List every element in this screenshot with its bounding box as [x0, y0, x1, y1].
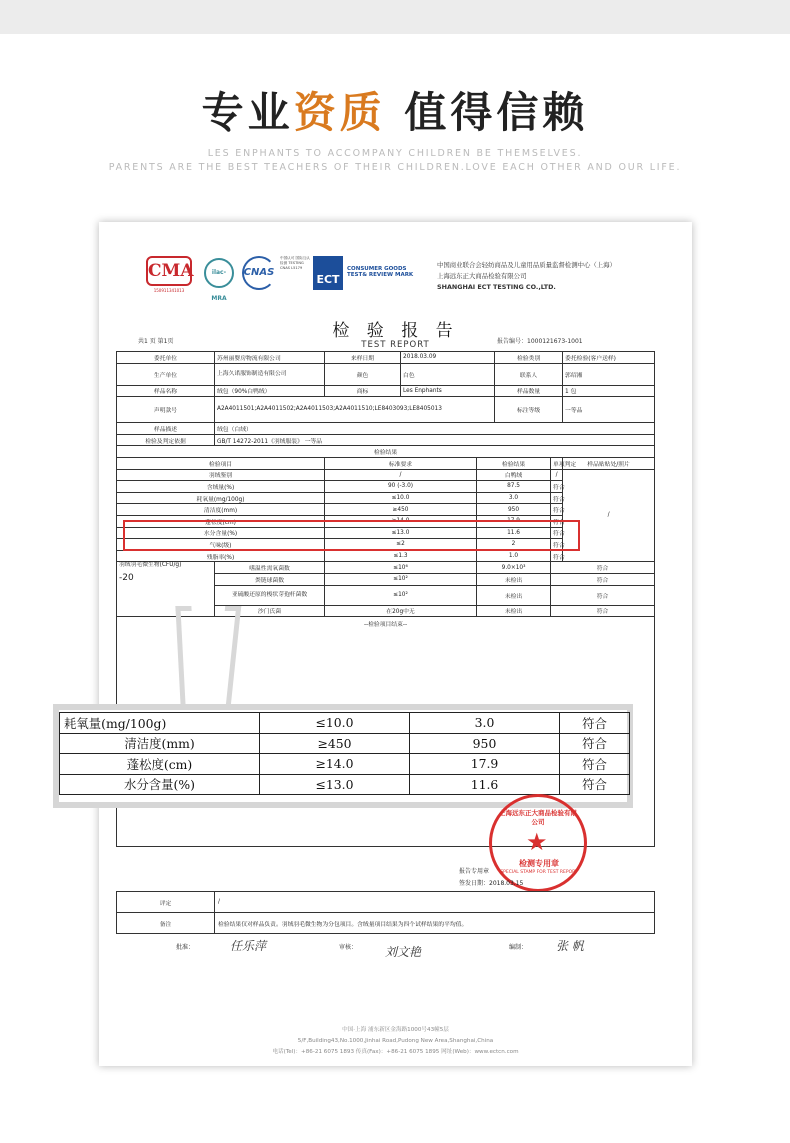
table-row: 评定 / [117, 892, 655, 913]
institution-name: 中国商业联合会轻纺商品及儿童用品质量监督检测中心（上海） 上海远东正大商品检验有限公司 SHANGHAI ECT TESTING CO.,LTD. [437, 261, 616, 291]
address-footer: 中国·上海 浦东新区金海路1000号43幢5层 5/F,Building43,No.1000,Jinhai Road,Pudong New Area,Shanghai,China 电话(Tel)：+86-21 6075 1893 传真(Fax)：+86-21 6075 1895 网址(Web)：www.ectcn.com [272, 1027, 519, 1055]
seal-english-text: SPECIAL STAMP FOR TEST REPORT [500, 870, 578, 875]
report-title: 检 验 报 告 [332, 321, 459, 341]
photo-cell: / [563, 469, 655, 562]
tagline-line1: LES ENPHANTS TO ACCOMPANY CHILDREN BE THEMSELVES. [207, 148, 583, 159]
highlight-box [123, 520, 580, 551]
table-row: 声明款号 A2A4011501;A2A4011502;A2A4011503;A2A4011510;LE8403093;LE8405013 标注等级 一等品 [117, 397, 655, 423]
top-bar [0, 0, 790, 34]
table-row: 检验结果 [117, 446, 655, 458]
approve-label: 批准： [176, 944, 195, 951]
table-row: 备注 检验结果仅对样品负责。羽绒羽毛微生物为分包项目。含绒量项目结果为四个试样结果的平均值。 [117, 913, 655, 934]
table-row: 耗氧量(mg/100g) ≤10.0 3.0 符合 [117, 492, 655, 504]
ilac-logo-icon: ilac-MRA [204, 258, 234, 288]
table-row: 残脂率(%) ≤1.3 1.0 符合 [117, 550, 655, 562]
page-count: 共1 页 第1页 [138, 338, 174, 345]
table-row: 羽绒羽毛微生物(CFU/g) -20 嗜温性需氧菌数 ≤10⁶ 9.0×10³ 符合 [117, 562, 655, 574]
audit-label: 审核： [339, 944, 358, 951]
table-row: 水分含量(%) ≤13.0 11.6 符合 [117, 527, 655, 539]
seal-arc-text: 上海远东正大商品检验有限公司 [499, 809, 577, 826]
edit-label: 编制： [509, 944, 528, 951]
stamp-label: 报告专用章 签发日期：2018.03.15 [459, 868, 524, 887]
page-heading: 专业资质 值得信赖 [201, 88, 589, 137]
edit-signature: 张 帆 [556, 939, 584, 953]
evaluation-table [116, 891, 655, 934]
cma-number: 150911341013 [153, 288, 185, 293]
table-row: 清洁度(mm) ≥450 950 符合 [117, 504, 655, 516]
table-row: 沙门氏菌 在20g中无 未检出 符合 [117, 605, 655, 617]
seal-center-text: 检测专用章 [519, 859, 559, 868]
table-row: 亚硫酸还原的梭状芽孢杆菌数 ≤10² 未检出 符合 [117, 585, 655, 605]
report-subtitle: TEST REPORT [361, 340, 430, 350]
table-row: 检验及判定依据 GB/T 14272-2011《羽绒服装》 一等品 [117, 434, 655, 446]
table-row: 粪链球菌数 ≤10² 未检出 符合 [117, 573, 655, 585]
table-row: 样品描述 绒包（白绒） [117, 423, 655, 435]
table-row: 清洁度(mm) ≥450 950 符合 [60, 733, 630, 754]
seal-star-icon: ★ [526, 828, 548, 856]
table-row: 委托单位 苏州丽婴房物流有限公司 来样日期 2018.03.09 检验类别 委托检验(客户送样) [117, 352, 655, 364]
table-row: 羽绒鉴别 / 白鸭绒 / / [117, 469, 655, 481]
table-row: 蓬松度(cm) ≥14.0 17.9 符合 [60, 754, 630, 775]
ect-logo-icon: ECT [313, 256, 343, 290]
approve-signature: 任乐萍 [230, 939, 267, 953]
magnified-inset [53, 704, 633, 808]
results-header-row: 检验项目 标准要求 检验结果 单项判定 样品贴贴处/照片 [117, 457, 655, 469]
heading-highlight: 资质 [293, 88, 386, 137]
table-row: 生产单位 上海久诺服饰制造有限公司 颜色 白色 联系人 郭绍湘 [117, 363, 655, 385]
table-row: 耗氧量(mg/100g) ≤10.0 3.0 符合 [60, 713, 630, 734]
cnas-logo-icon: CNAS [243, 267, 275, 278]
end-note: --检验项目结束-- [117, 617, 655, 847]
cnas-caption: 中国认可 国际互认 检测 TESTING CNAS L5179 [280, 256, 310, 270]
magnified-table [59, 712, 630, 795]
audit-signature: 刘文艳 [385, 945, 422, 959]
cma-logo-icon: CMA [146, 256, 192, 286]
table-row: 气味(级) ≤2 2 符合 [117, 539, 655, 551]
table-row: 样品名称 绒包（90%白鸭绒） 商标 Les Enphants 样品数量 1 包 [117, 385, 655, 397]
tagline-line2: PARENTS ARE THE BEST TEACHERS OF THEIR CHILDREN.LOVE EACH OTHER AND OUR LIFE. [108, 162, 682, 173]
table-row: 蓬松度(cm) ≥14.0 17.9 符合 [117, 515, 655, 527]
ect-caption: CONSUMER GOODS TEST& REVIEW MARK [347, 266, 414, 278]
table-row: 含绒量(%) 90 (-3.0) 87.5 符合 [117, 481, 655, 493]
table-row: 水分含量(%) ≤13.0 11.6 符合 [60, 774, 630, 795]
report-number: 报告编号：1000121673-1001 [497, 338, 583, 345]
